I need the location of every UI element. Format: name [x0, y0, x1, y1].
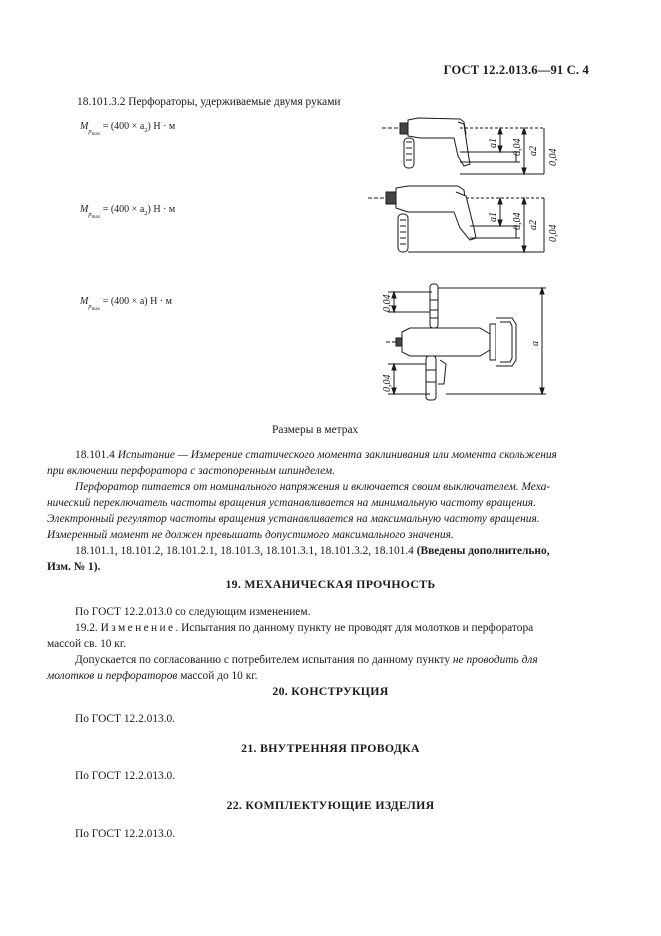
dim-label-a2-mid: a2	[528, 220, 539, 230]
heading-section-22: 22. КОМПЛЕКТУЮЩИЕ ИЗДЕЛИЯ	[226, 798, 435, 812]
section-20-body: По ГОСТ 12.2.013.0.	[75, 713, 176, 725]
section-title-18-101-3-2: 18.101.3.2 Перфораторы, удерживаемые двумя руками	[77, 96, 341, 108]
formula-3: $M_{рmax} = (400 \times a) Н \cdot м$	[80, 296, 172, 312]
dim-label-004-5: 0,04	[382, 294, 393, 312]
drill-drawing-3	[386, 284, 546, 400]
perforator-drawings	[360, 112, 575, 417]
section-19-body: По ГОСТ 12.2.013.0 со следующим изменением. 19.2. Изменение. Испытания по данному пункту не проводят для молотков и перфоратора массой св. 10 кг. Допускается по согласованию с потребителем испытания по данному пункту не проводить для молотков и перфораторов массой до 10 кг.	[47, 606, 538, 682]
heading-section-20: 20. КОНСТРУКЦИЯ	[272, 684, 389, 698]
section-18-101-4: 18.101.4 Испытание — Измерение статического момента заклинивания или момента скольжения при включении перфоратора с застопоренным шпинделем. Перфоратор питается от номинального напряжения и включается своим выключателем. Меха- нический переключатель частоты вращения устанавливается на минимальную частоту вращения. Электронный регулятор частоты вращения устанавливается на максимальную частоту вращения. Измеренный момент не должен превышать допустимого максимального значения. 18.101.1, 18.101.2, 18.101.2.1, 18.101.3, 18.101.3.1, 18.101.3.2, 18.101.4 (Введены дополнительно, Изм. № 1).	[47, 449, 557, 573]
heading-section-19: 19. МЕХАНИЧЕСКАЯ ПРОЧНОСТЬ	[225, 577, 436, 591]
dim-label-004-2: 0,04	[548, 148, 559, 166]
dim-label-004-6: 0,04	[382, 374, 393, 392]
heading-section-21: 21. ВНУТРЕННЯЯ ПРОВОДКА	[241, 741, 420, 755]
dim-label-a1-top: a1	[488, 138, 499, 148]
dim-label-a2-top: a2	[528, 146, 539, 156]
dim-label-004-4: 0,04	[548, 224, 559, 242]
dim-label-a1-mid: a1	[488, 212, 499, 222]
figure-caption: Размеры в метрах	[272, 424, 359, 436]
formula-2: $M_{рmax} = (400 \times a_2) Н \cdot м$	[80, 204, 176, 220]
section-21-body: По ГОСТ 12.2.013.0.	[75, 770, 176, 782]
dim-label-004-1: 0,04	[512, 138, 523, 156]
dim-label-004-3: 0,04	[512, 212, 523, 230]
formula-1: $M_{рmax} = (400 \times a_2) Н \cdot м$	[80, 121, 176, 137]
section-22-body: По ГОСТ 12.2.013.0.	[75, 828, 176, 840]
page-header: ГОСТ 12.2.013.6—91 С. 4	[443, 63, 589, 77]
dim-label-a: a	[530, 341, 541, 346]
